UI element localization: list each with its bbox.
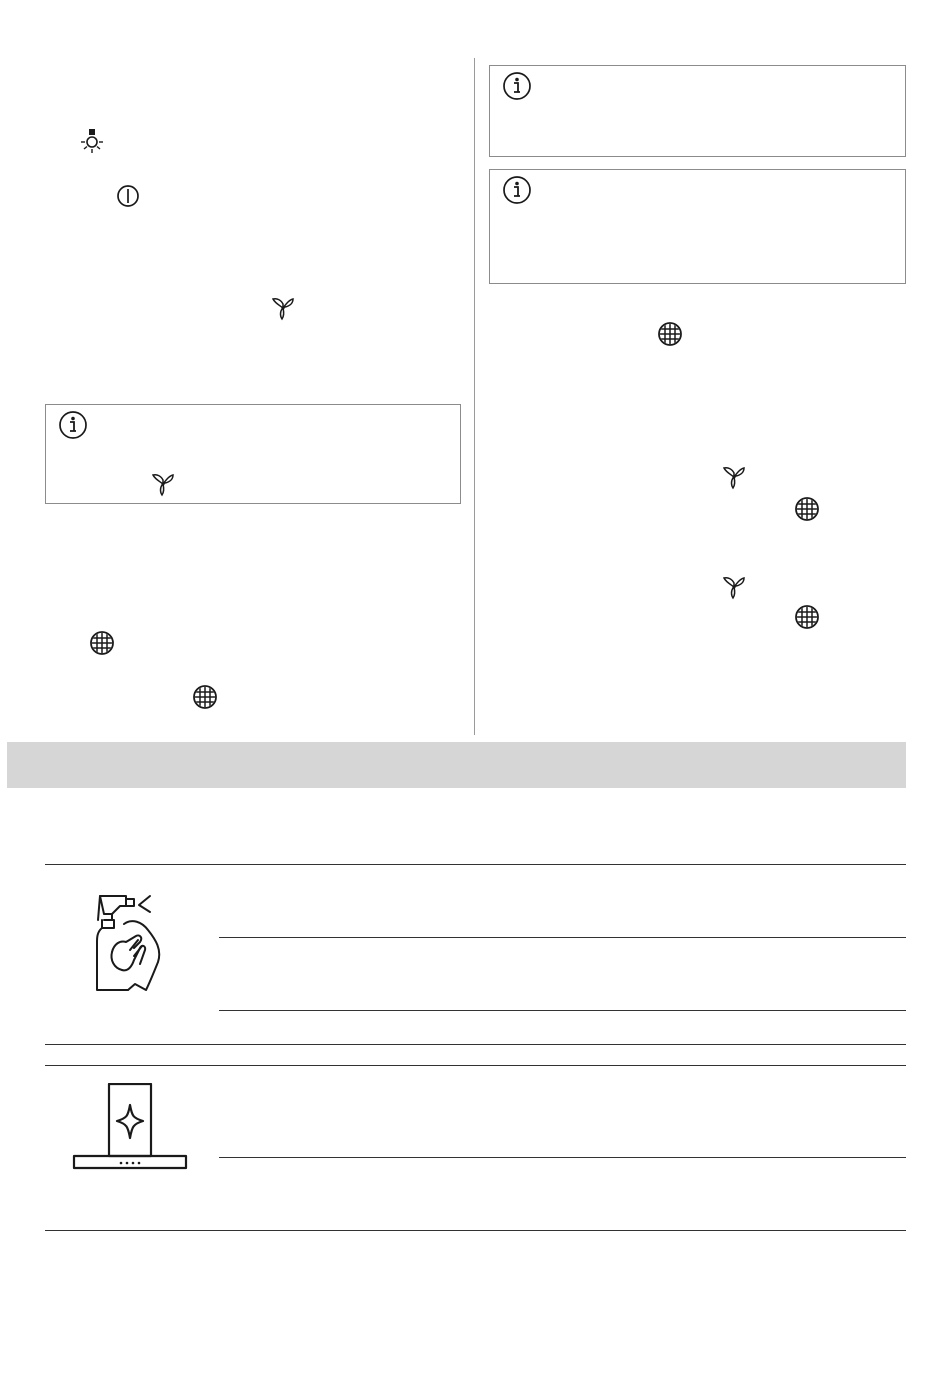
- table-rule: [45, 864, 906, 865]
- table-rule: [219, 1010, 906, 1011]
- grease-filter-icon: [794, 604, 820, 630]
- table-rule: [219, 1157, 906, 1158]
- table-rule: [45, 1044, 906, 1045]
- fan-icon: [270, 295, 296, 321]
- fan-icon: [150, 471, 176, 497]
- table-rule: [45, 1230, 906, 1231]
- grease-filter-icon: [657, 321, 683, 347]
- info-icon: [502, 71, 532, 106]
- fan-icon: [721, 464, 747, 490]
- info-note-box: [489, 169, 906, 284]
- power-icon: [116, 184, 140, 208]
- table-rule: [219, 937, 906, 938]
- table-rule: [45, 1065, 906, 1066]
- spray-bottle-cloth-pictogram: [90, 890, 165, 999]
- info-note-box: [489, 65, 906, 157]
- info-icon: [58, 410, 88, 445]
- fan-icon: [721, 574, 747, 600]
- grease-filter-icon: [794, 496, 820, 522]
- info-note-box: [45, 404, 461, 504]
- info-icon: [502, 175, 532, 210]
- light-bulb-icon: [79, 127, 105, 155]
- grease-filter-icon: [89, 630, 115, 656]
- column-divider: [474, 58, 475, 735]
- grease-filter-icon: [192, 684, 218, 710]
- section-header-bar: [7, 742, 906, 788]
- cooker-hood-sparkle-pictogram: [72, 1083, 188, 1178]
